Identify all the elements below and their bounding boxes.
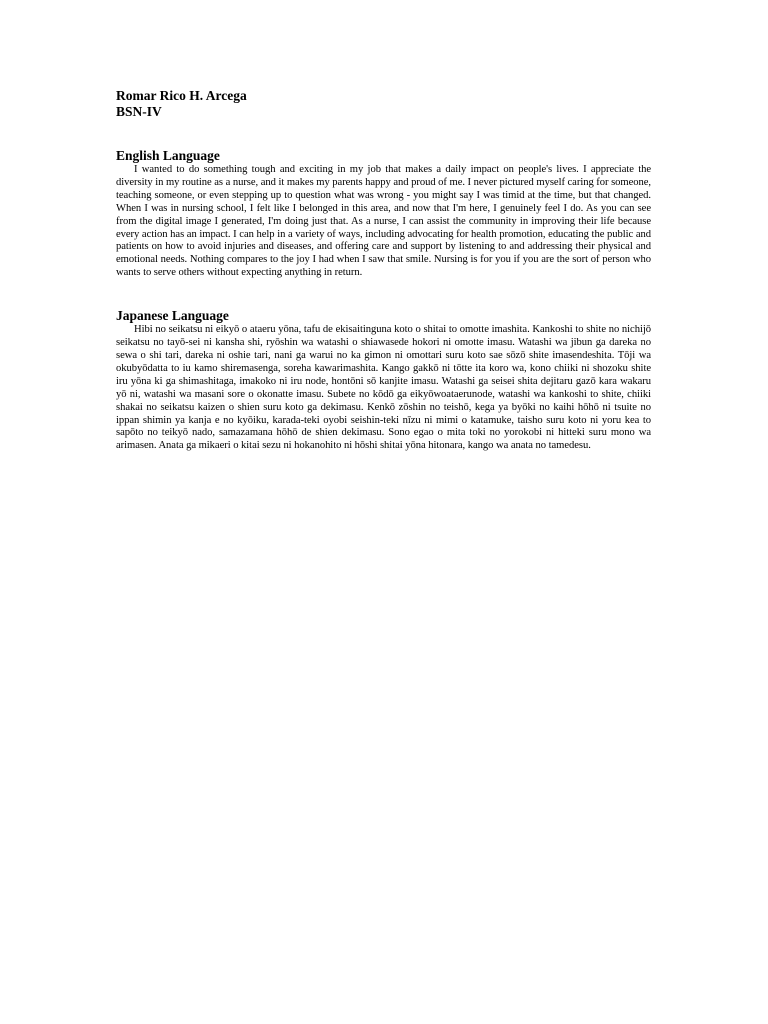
document-page [116,88,651,453]
author-course: BSN-IV [116,104,162,119]
paragraph-english: I wanted to do something tough and exciting in my job that makes a daily impact on people's lives. I appreciate the diversity in my routine as a nurse, and it makes my parents happy and proud of me. I never pictured myself caring for someone, teaching someone, or even stepping up to question what was wrong - you might say I was timid at the time, but that changed. When I was in nursing school, I felt like I belonged in this area, and now that I'm here, I genuinely feel I do. As you can see from the digital image I generated, I'm doing just that. As a nurse, I can assist the community in improving their life because every action has an impact. I can help in a variety of ways, including advocating for health promotion, educating the public and patients on how to avoid injuries and diseases, and offering care and support by listening to and addressing their physical and emotional needs. Nothing compares to the joy I had when I saw that smile. Nursing is for you if you are the sort of person who wants to serve others without expecting anything in return. [116,164,652,279]
section-heading-english: English Language [116,148,220,163]
section-heading-japanese: Japanese Language [116,308,229,324]
paragraph-japanese: Hibi no seikatsu ni eikyō o ataeru yōna, tafu de ekisaitinguna koto o shitai to omotte imashita. Kankoshi to shite no nichijō seikatsu no tayō-sei ni kansha shi, ryōshin wa watashi o shiawasede hokori ni omotte imasu. Watashi wa jibun ga dareka no sewa o shi tari, dareka ni oshie tari, nani ga warui no ka gimon ni omottari suru koto sae sōzō shite imasendeshita. Tōji wa okubyōdatta to iu kamo shiremasenga, soreha kawarimashita. Kango gakkō ni tōtte ita koro wa, kono chiiki ni shozoku shite iru yōna ki ga shimashitaga, imakoko ni iru node, hontōni sō kanjite imasu. Watashi ga seisei shita dejitaru gazō kara wakaru yō ni, watashi wa masani sore o okonatte imasu. Subete no kōdō ga eikyōwoataerunode, watashi wa kankoshi to shite, chiiki shakai no seikatsu kaizen o shien suru koto ga dekimasu. Kenkō zōshin no teishō, kega ya byōki no kaihi hōhō ni tsuite no ippan shimin ya kanja e no kyōiku, karada-teki oyobi seishin-teki nīzu ni mimi o katamuke, taisho suru koto ni yoru kea to sapōto no teikyō nado, samazamana hōhō de shien dekimasu. Sono egao o mita toki no yorokobi ni hitteki suru mono wa arimasen. Anata ga mikaeri o kitai sezu ni hokanohito ni hōshi shitai yōna hitonara, kango wa anata no tamedesu. [116,324,651,452]
author-name: Romar Rico H. Arcega [116,88,247,103]
